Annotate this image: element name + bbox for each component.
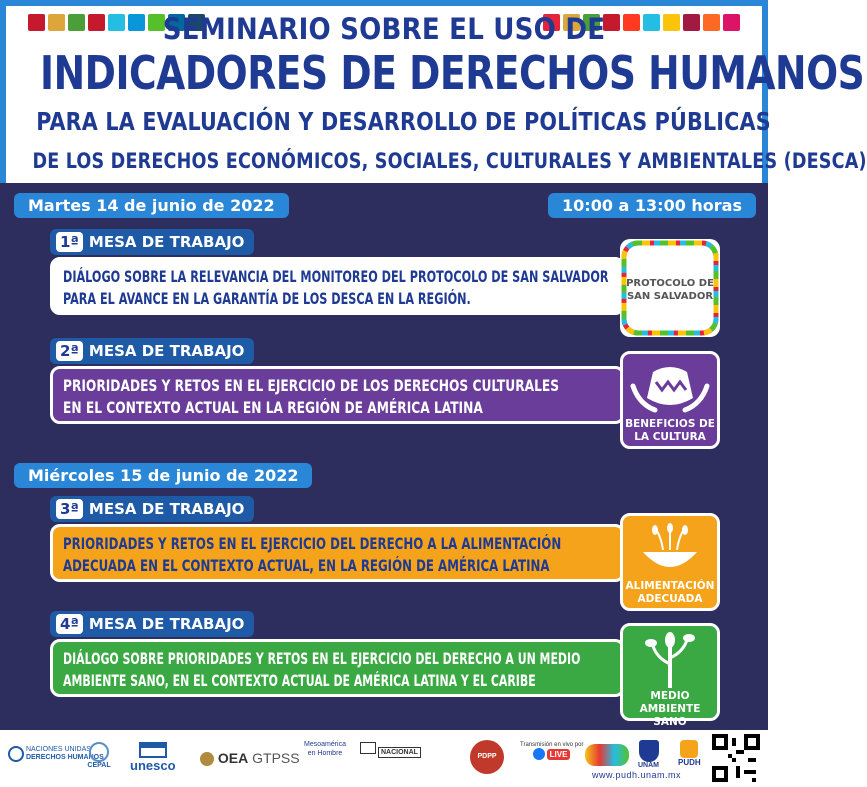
mesa-3-line-1: PRIORIDADES Y RETOS EN EL EJERCICIO DEL DERECHO A LA ALIMENTACIÓN bbox=[63, 534, 562, 553]
mesa-1-description bbox=[50, 257, 625, 315]
mesa-4-line-1: DIÁLOGO SOBRE PRIORIDADES Y RETOS EN EL EJERCICIO DEL DERECHO A UN MEDIO bbox=[63, 649, 581, 668]
alimentacion-icon: ALIMENTACIÓN ADECUADA bbox=[620, 513, 720, 611]
mesa-2-description bbox=[50, 366, 625, 424]
cultura-icon: BENEFICIOS DE LA CULTURA bbox=[620, 351, 720, 449]
pudh-logo: PUDH bbox=[678, 740, 701, 767]
mesoamerica-logo: Mesoamérica en Hombre bbox=[303, 741, 346, 757]
mesa-4-description bbox=[50, 639, 625, 697]
title-line-3: PARA LA EVALUACIÓN Y DESARROLLO DE POLÍTICAS PÚBLICAS bbox=[36, 107, 771, 136]
title-line-1: SEMINARIO SOBRE EL USO DE bbox=[162, 12, 606, 46]
mesa-1-line-1: DIÁLOGO SOBRE LA RELEVANCIA DEL MONITOREO DEL PROTOCOLO DE SAN SALVADOR bbox=[63, 267, 609, 286]
date-day-2: Miércoles 15 de junio de 2022 bbox=[14, 463, 312, 488]
cepal-logo: CEPAL bbox=[86, 742, 112, 769]
onu-dh-logo: NACIONES UNIDAS DERECHOS HUMANOS bbox=[8, 746, 104, 762]
mesa-3-label: 3ª MESA DE TRABAJO bbox=[50, 496, 254, 522]
ambiente-icon: MEDIO AMBIENTE SANO bbox=[620, 623, 720, 721]
protocolo-icon: PROTOCOLO DE SAN SALVADOR bbox=[620, 239, 720, 337]
mesa-1-number: 1ª bbox=[56, 232, 83, 252]
mesa-2-number: 2ª bbox=[56, 341, 83, 361]
date-day-1: Martes 14 de junio de 2022 bbox=[14, 193, 289, 218]
unam-logo: UNAM bbox=[638, 740, 659, 769]
mesa-4-line-2: AMBIENTE SANO, EN EL CONTEXTO ACTUAL DE AMÉRICA LATINA Y EL CARIBE bbox=[63, 671, 536, 690]
oea-logo: OEA GTPSS bbox=[200, 750, 300, 766]
unesco-chairs-logo: NACIONAL bbox=[360, 742, 421, 758]
mesa-3-number: 3ª bbox=[56, 499, 83, 519]
unesco-logo: unesco bbox=[130, 742, 176, 773]
mesa-4-label: 4ª MESA DE TRABAJO bbox=[50, 611, 254, 637]
title-line-4: DE LOS DERECHOS ECONÓMICOS, SOCIALES, CULTURALES Y AMBIENTALES (DESCA) bbox=[32, 149, 867, 173]
program-panel bbox=[0, 183, 768, 730]
header-banner bbox=[0, 0, 867, 183]
colorful-logo bbox=[585, 744, 629, 766]
mesa-1-line-2: PARA EL AVANCE EN LA GARANTÍA DE LOS DESCA EN LA REGIÓN. bbox=[63, 289, 471, 308]
time-badge: 10:00 a 13:00 horas bbox=[548, 193, 756, 218]
mesa-2-label: 2ª MESA DE TRABAJO bbox=[50, 338, 254, 364]
mesa-2-line-2: EN EL CONTEXTO ACTUAL EN LA REGIÓN DE AMÉRICA LATINA bbox=[63, 398, 483, 417]
mesa-3-line-2: ADECUADA EN EL CONTEXTO ACTUAL, EN LA REGIÓN DE AMÉRICA LATINA bbox=[63, 556, 550, 575]
mesa-4-number: 4ª bbox=[56, 614, 83, 634]
footer-logos bbox=[0, 730, 768, 786]
pudh-url[interactable]: www.pudh.unam.mx bbox=[592, 770, 682, 780]
mesa-1-label: 1ª MESA DE TRABAJO bbox=[50, 229, 254, 255]
title-main: INDICADORES DE DERECHOS HUMANOS bbox=[40, 46, 865, 100]
mesa-3-description bbox=[50, 524, 625, 582]
mesa-2-line-1: PRIORIDADES Y RETOS EN EL EJERCICIO DE LOS DERECHOS CULTURALES bbox=[63, 376, 560, 395]
pdpp-logo: PDPP bbox=[470, 740, 504, 774]
live-stream-badge: Transmisión en vivo por LIVE bbox=[520, 742, 584, 759]
qr-code-icon[interactable] bbox=[712, 734, 760, 782]
